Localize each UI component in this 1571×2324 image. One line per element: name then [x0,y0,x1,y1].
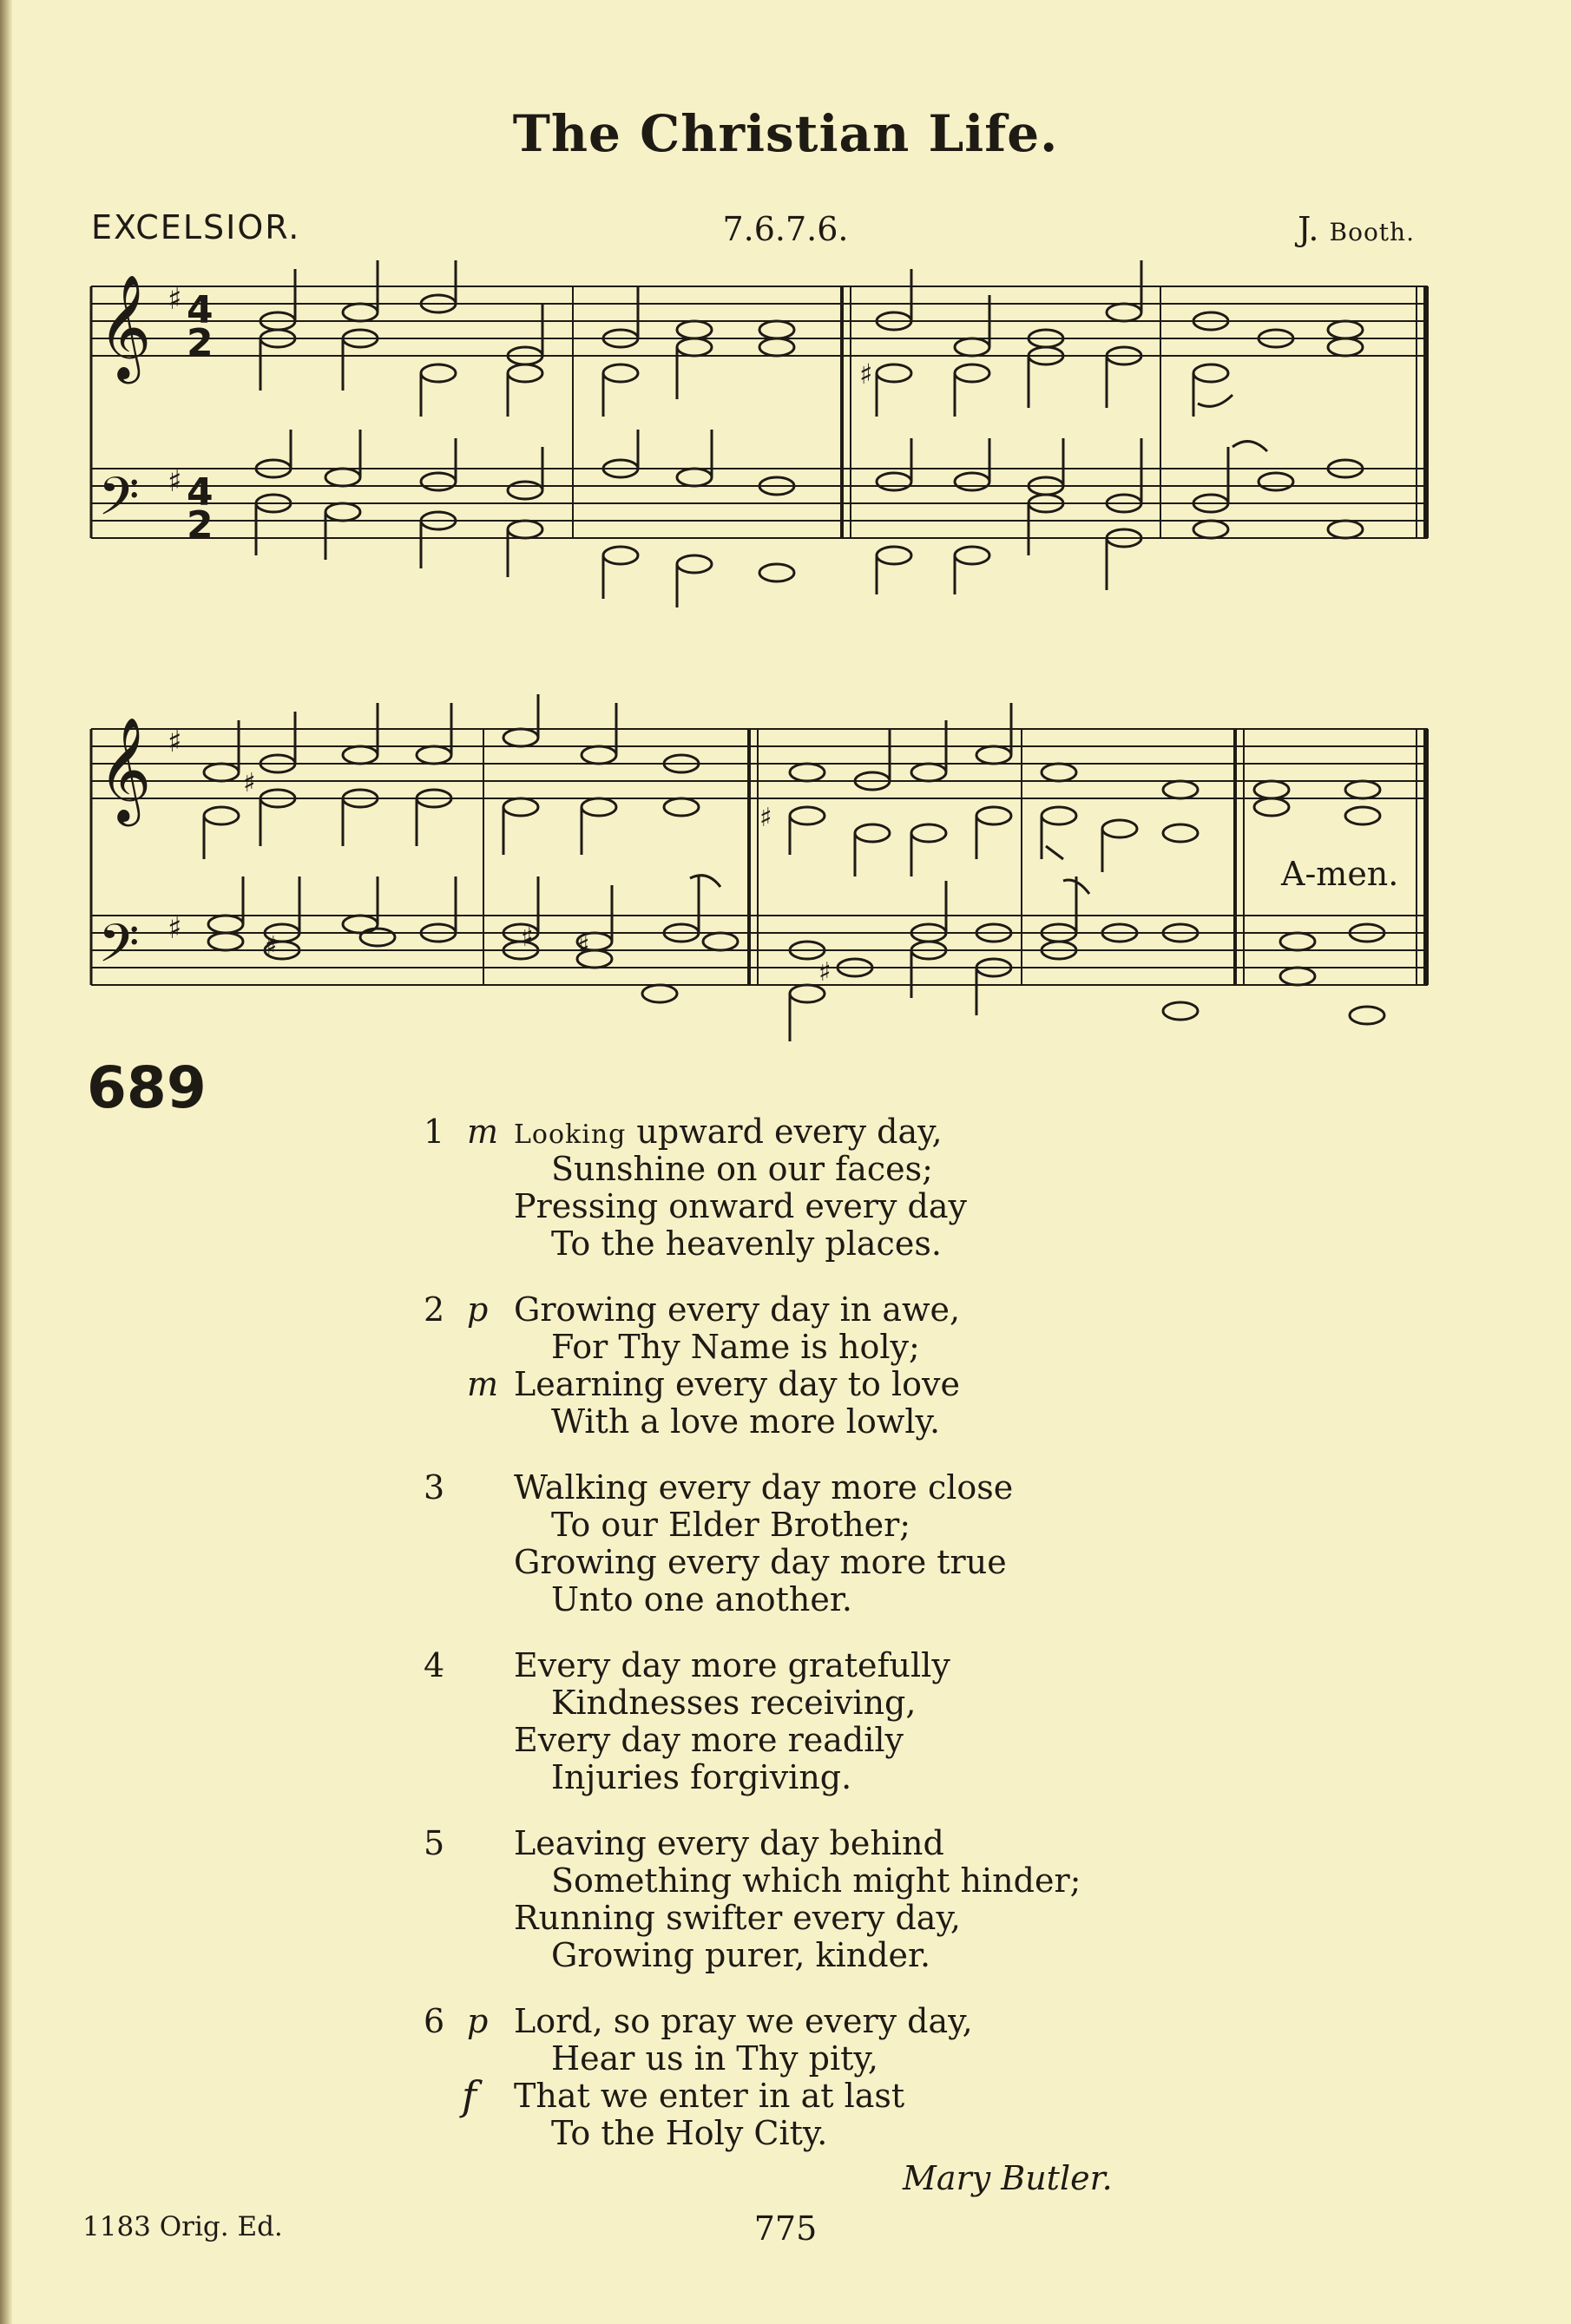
verse-line-text [514,1113,943,1153]
edition-note: 1183 Orig. Ed. [82,2211,283,2242]
page-number: 775 [753,2209,818,2248]
section-title: The Christian Life. [512,104,1059,163]
verse-line [408,1759,1276,1796]
verse-line-text: Every day more gratefully [514,1646,950,1684]
music-system-1-svg [82,260,1436,625]
svg-text:♯: ♯ [168,464,182,499]
verse-line-text: To the Holy City. [551,2114,828,2152]
verse-line-text: Hear us in Thy pity, [551,2039,878,2078]
tune-composer [1298,210,1415,248]
svg-text:𝄢: 𝄢 [98,466,140,541]
composer-initial: J. [1298,210,1330,248]
verse-line [408,1113,1276,1151]
verse-line [408,2115,1276,2152]
dynamic-marking: f [462,2072,477,2119]
verse-line [408,1225,1276,1263]
music-system-2-svg [82,694,1436,1059]
svg-text:♯: ♯ [521,922,534,953]
verse-line [408,2003,1276,2040]
verse-line-text: Pressing onward every day [514,1187,967,1225]
verses [408,1113,1276,2181]
verse-line [408,1366,1276,1403]
svg-text:4: 4 [187,470,214,515]
page-binding-edge [0,0,12,2324]
verse-line [408,1329,1276,1366]
verse-line [408,1862,1276,1900]
dynamic-marking: m [467,1365,499,1403]
verse-line [408,1937,1276,1974]
verse-line [408,1900,1276,1937]
verse-5 [408,1825,1276,1974]
verse-6 [408,2003,1276,2152]
svg-text:♯: ♯ [759,803,772,833]
amen-label: A-men. [1281,855,1399,893]
svg-text:♯: ♯ [168,911,182,946]
verse-line-text: Injuries forgiving. [551,1758,852,1796]
music-system-1 [82,260,1436,625]
verse-line [408,1151,1276,1188]
verse-line [408,1291,1276,1329]
verse-line [408,1647,1276,1684]
verse-line [408,2072,1276,2119]
verse-line-text: Unto one another. [551,1580,852,1618]
verse-line [408,1188,1276,1225]
svg-text:2: 2 [187,321,214,365]
dynamic-marking: p [467,1290,489,1329]
verse-line-text: Learning every day to love [514,1365,960,1403]
hymn-author: Mary Butler. [903,2159,1113,2197]
verse-line [408,1469,1276,1507]
svg-text:4: 4 [187,288,214,332]
verse-line [408,1403,1276,1441]
tune-name: EXCELSIOR. [91,208,301,246]
verse-line [408,1544,1276,1581]
verse-number: 4 [424,1646,445,1684]
verse-line [408,1581,1276,1618]
verse-line [408,1684,1276,1722]
verse-line-text: To our Elder Brother; [551,1506,911,1544]
verse-line-text: To the heavenly places. [551,1224,942,1263]
svg-text:♯: ♯ [859,358,873,391]
verse-line-text: Every day more readily [514,1721,904,1759]
verse-line-text: Leaving every day behind [514,1824,944,1862]
composer-surname: Booth. [1329,218,1415,246]
verse-1 [408,1113,1276,1263]
verse-number: 6 [424,2002,445,2040]
verse-number: 5 [424,1824,445,1862]
svg-text:𝄞: 𝄞 [98,716,152,822]
dynamic-marking: m [467,1113,499,1151]
verse-number: 2 [424,1290,445,1329]
svg-text:♯: ♯ [243,768,256,798]
verse-4 [408,1647,1276,1796]
tune-meter: 7.6.7.6. [722,210,849,248]
verse-line [408,1507,1276,1544]
svg-text:𝄢: 𝄢 [98,913,140,988]
verse-line-text: Lord, so pray we every day, [514,2002,973,2040]
verse-line [408,1825,1276,1862]
verse-line [408,1722,1276,1759]
svg-text:2: 2 [187,503,214,548]
opening-line-rest: upward every day, [626,1113,943,1151]
svg-text:♯: ♯ [265,931,278,962]
verse-line-text: Walking every day more close [514,1468,1014,1507]
verse-number: 3 [424,1468,445,1507]
verse-line-text: Sunshine on our faces; [551,1150,933,1188]
verse-line-text: Something which might hinder; [551,1861,1081,1900]
verse-line-text: Growing purer, kinder. [551,1936,931,1974]
svg-text:𝄞: 𝄞 [98,273,152,379]
verse-line-text: That we enter in at last [514,2077,905,2115]
verse-3 [408,1469,1276,1618]
svg-text:♯: ♯ [168,282,182,317]
verse-line-text: With a love more lowly. [551,1402,941,1441]
verse-line-text: Growing every day in awe, [514,1290,961,1329]
verse-2 [408,1291,1276,1441]
svg-text:♯: ♯ [168,725,182,759]
svg-text:♯: ♯ [577,931,590,962]
music-system-2 [82,694,1436,1059]
verse-number: 1 [424,1113,445,1151]
dynamic-marking: p [467,2002,489,2040]
verse-line-text: For Thy Name is holy; [551,1328,920,1366]
verse-line-text: Running swifter every day, [514,1899,961,1937]
hymn-number: 689 [87,1054,207,1121]
svg-text:♯: ♯ [818,957,832,988]
verse-line-text: Kindnesses receiving, [551,1684,917,1722]
verse-line [408,2040,1276,2078]
verse-line-text: Growing every day more true [514,1543,1007,1581]
opening-word: Looking [514,1119,627,1150]
